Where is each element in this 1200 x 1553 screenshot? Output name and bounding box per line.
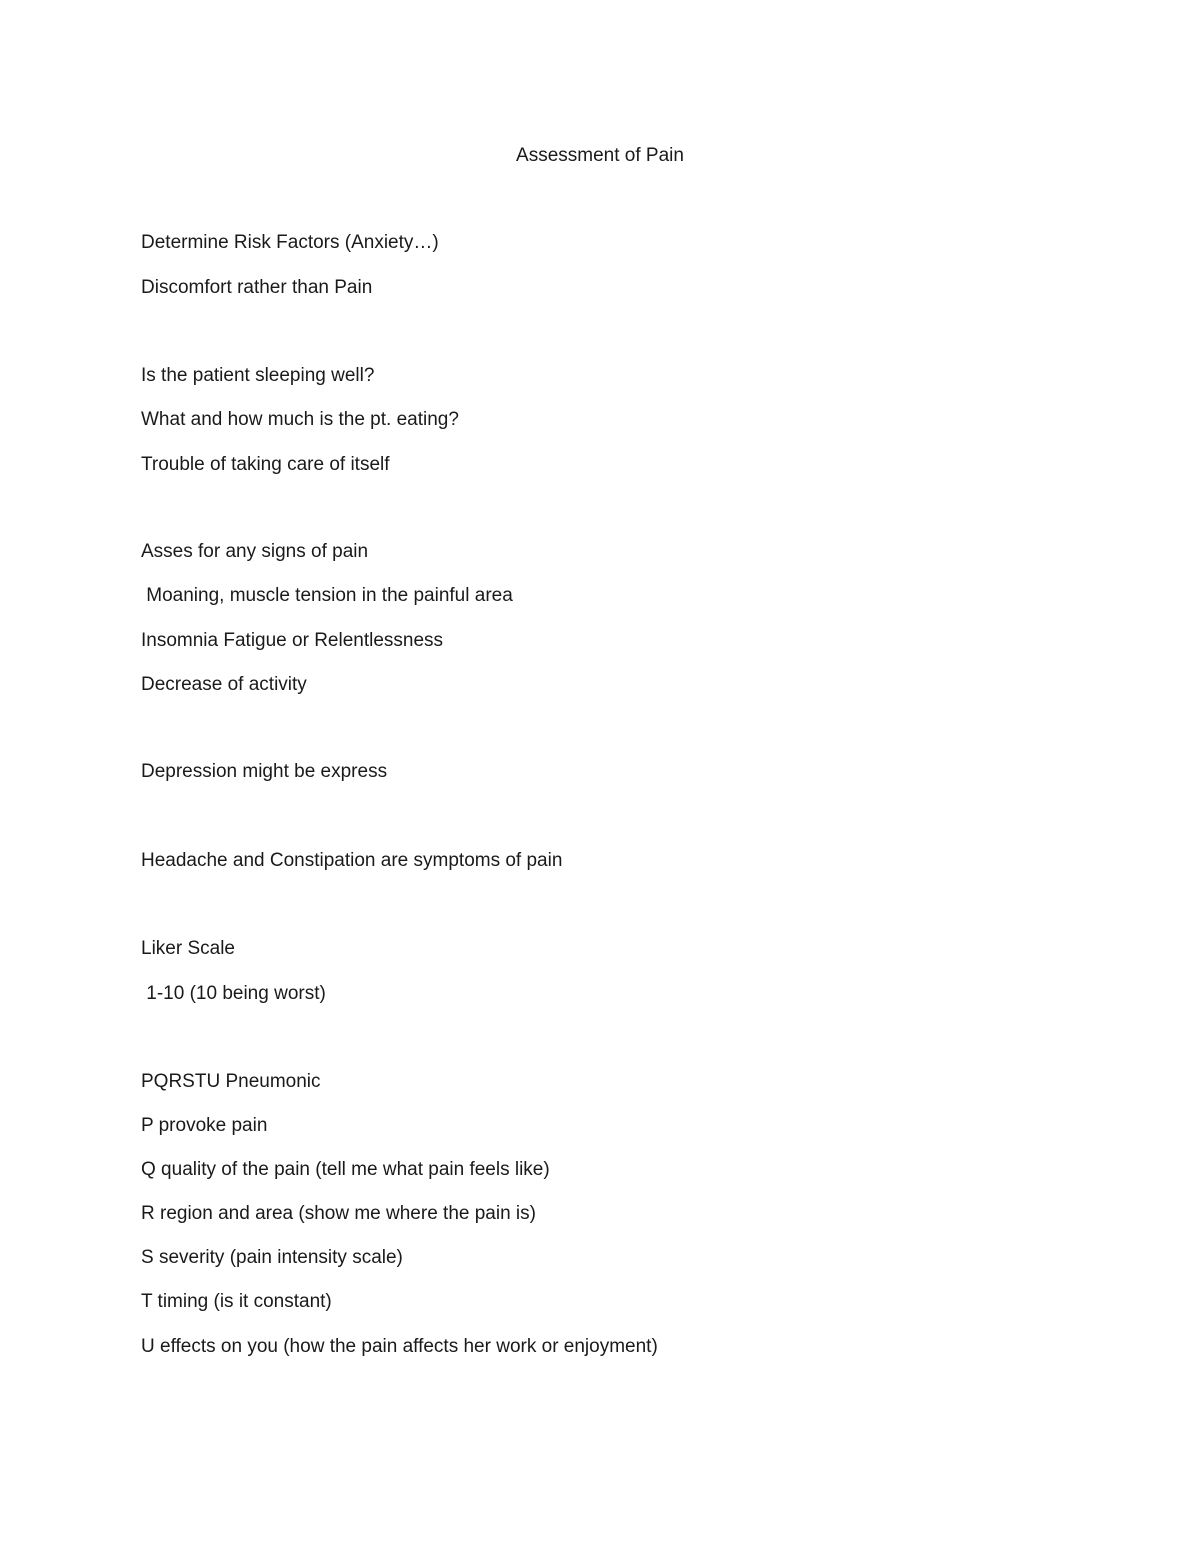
text-line: Discomfort rather than Pain (141, 277, 373, 298)
page-title: Assessment of Pain (516, 145, 684, 166)
text-line: What and how much is the pt. eating? (141, 409, 459, 430)
text-line: Asses for any signs of pain (141, 541, 369, 562)
text-line: P provoke pain (141, 1115, 268, 1136)
text-line: U effects on you (how the pain affects her work or enjoyment) (141, 1336, 658, 1357)
text-line: Depression might be express (141, 761, 388, 782)
text-line: R region and area (show me where the pain is) (141, 1203, 536, 1224)
text-line: Determine Risk Factors (Anxiety…) (141, 232, 439, 253)
text-line: PQRSTU Pneumonic (141, 1071, 321, 1092)
text-line: Liker Scale (141, 938, 235, 959)
text-line: 1-10 (10 being worst) (141, 983, 326, 1004)
text-line: T timing (is it constant) (141, 1291, 332, 1312)
text-line: Headache and Constipation are symptoms of pain (141, 850, 563, 871)
text-line: Is the patient sleeping well? (141, 365, 375, 386)
text-line: Moaning, muscle tension in the painful area (141, 585, 513, 606)
text-line: S severity (pain intensity scale) (141, 1247, 403, 1268)
text-line: Q quality of the pain (tell me what pain feels like) (141, 1159, 550, 1180)
text-line: Trouble of taking care of itself (141, 454, 390, 475)
text-line: Decrease of activity (141, 674, 307, 695)
text-line: Insomnia Fatigue or Relentlessness (141, 630, 444, 651)
